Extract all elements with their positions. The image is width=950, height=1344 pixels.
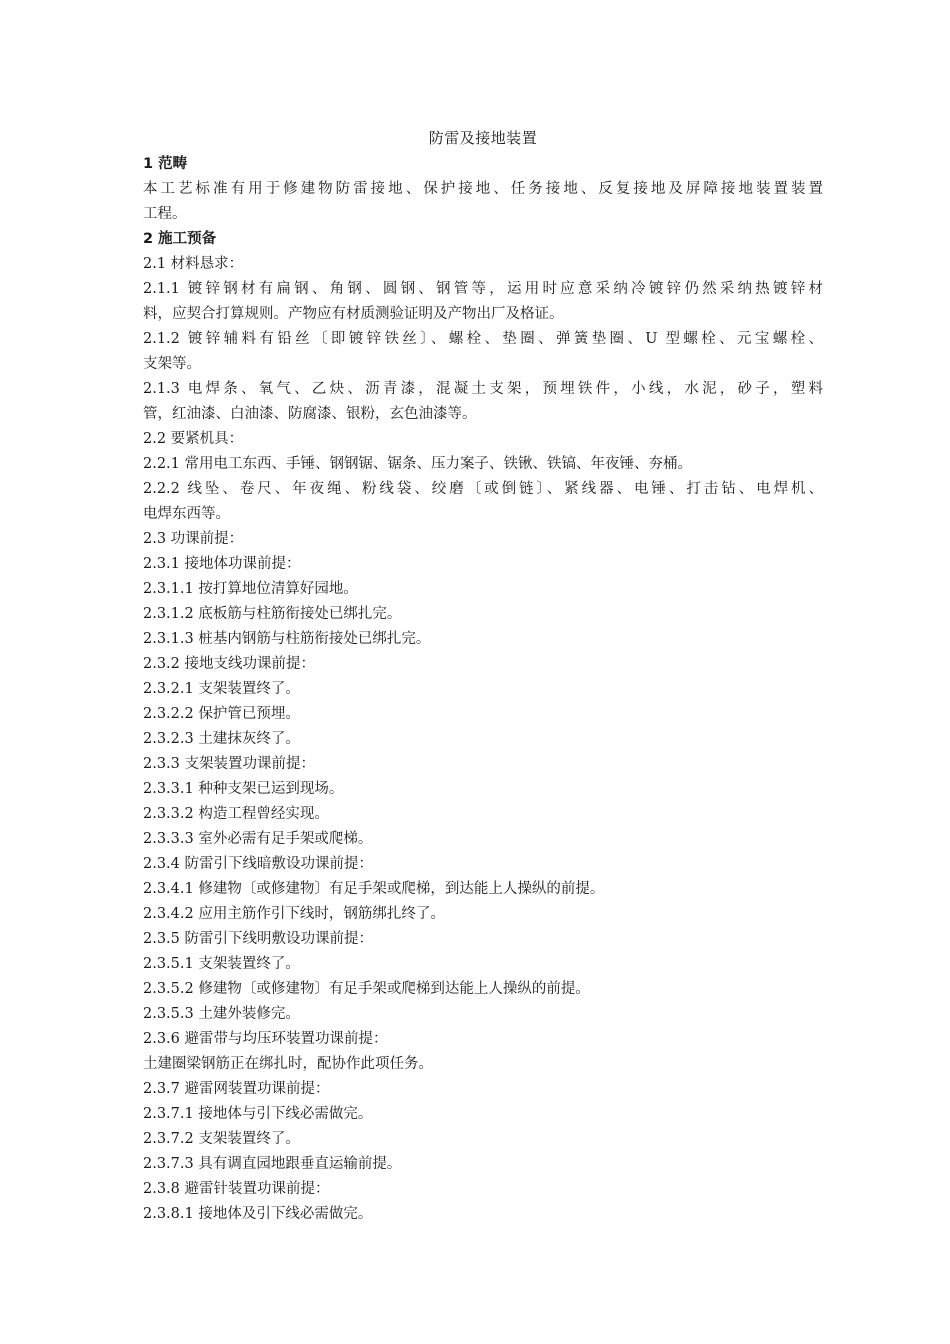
text-line: 2.3.1.2 底板筋与柱筋衔接处已绑扎完。 <box>143 606 402 622</box>
text-line: 2.3.4.1 修建物〔或修建物〕有足手架或爬梯，到达能上人操纵的前提。 <box>143 881 605 897</box>
text-line: 2.3.1.1 按打算地位清算好园地。 <box>143 581 358 597</box>
text-line: 2.2 要紧机具： <box>143 431 244 447</box>
section-heading: 1 范畴 <box>143 156 188 172</box>
text-line: 2.3.8.1 接地体及引下线必需做完。 <box>143 1206 373 1222</box>
document-body <box>143 152 823 1227</box>
text-line: 2.3.7.1 接地体与引下线必需做完。 <box>143 1106 373 1122</box>
text-line: 支架等。 <box>143 356 201 372</box>
text-line: 2.3.7 避雷网装置功课前提： <box>143 1081 330 1097</box>
text-line: 2.3.8 避雷针装置功课前提： <box>143 1181 330 1197</box>
text-line: 2.3.1.3 桩基内钢筋与柱筋衔接处已绑扎完。 <box>143 631 431 647</box>
text-line: 2.2.2 线坠、卷尺、年夜绳、粉线袋、绞磨〔或倒链〕、紧线器、电锤、打击钻、电焊机、 <box>143 481 824 497</box>
document-page <box>143 126 823 1227</box>
text-line: 2.3.3.3 室外必需有足手架或爬梯。 <box>143 831 373 847</box>
text-line: 2.3.2.2 保护管已预埋。 <box>143 706 300 722</box>
text-line: 2.3.2.3 土建抹灰终了。 <box>143 731 300 747</box>
text-line: 2.3.5 防雷引下线明敷设功课前提： <box>143 931 374 947</box>
text-line: 2.3.2 接地支线功课前提： <box>143 656 316 672</box>
text-line: 2.3.3.1 种种支架已运到现场。 <box>143 781 344 797</box>
text-line: 管，红油漆、白油漆、防腐漆、银粉，玄色油漆等。 <box>143 406 477 422</box>
document-title: 防雷及接地装置 <box>428 129 538 147</box>
text-line: 2.3.4.2 应用主筋作引下线时，钢筋绑扎终了。 <box>143 906 445 922</box>
text-line: 2.3.4 防雷引下线暗敷设功课前提： <box>143 856 374 872</box>
text-line: 2.3.5.2 修建物〔或修建物〕有足手架或爬梯到达能上人操纵的前提。 <box>143 981 590 997</box>
text-line: 2.3.5.1 支架装置终了。 <box>143 956 300 972</box>
text-line: 2.3.6 避雷带与均压环装置功课前提： <box>143 1031 388 1047</box>
text-line: 电焊东西等。 <box>143 506 230 522</box>
text-line: 2.3.2.1 支架装置终了。 <box>143 681 300 697</box>
text-line: 2.3.5.3 土建外装修完。 <box>143 1006 300 1022</box>
text-line: 工程。 <box>143 206 187 222</box>
text-line: 2.3 功课前提： <box>143 531 244 547</box>
text-line: 2.1.3 电焊条、氧气、乙炔、沥青漆，混凝土支架，预埋铁件，小线，水泥，砂子，塑料 <box>143 381 823 397</box>
text-line: 料，应契合打算规则。产物应有材质测验证明及产物出厂及格证。 <box>143 306 564 322</box>
text-line: 2.3.3 支架装置功课前提： <box>143 756 316 772</box>
text-line: 2.3.3.2 构造工程曾经实现。 <box>143 806 329 822</box>
text-line: 2.2.1 常用电工东西、手锤、钢钢锯、锯条、压力案子、铁锹、铁镐、年夜锤、夯桶。 <box>143 456 693 472</box>
section-heading: 2 施工预备 <box>143 231 217 247</box>
text-line: 2.1.2 镀锌辅料有铅丝〔即镀锌铁丝〕、螺栓、垫圈、弹簧垫圈、U 型螺栓、元宝螺栓、 <box>143 331 823 347</box>
text-line: 2.1.1 镀锌钢材有扁钢、角钢、圆钢、钢管等，运用时应意采纳冷镀锌仍然采纳热镀锌材 <box>143 281 823 297</box>
text-line: 2.1 材料恳求： <box>143 256 244 272</box>
text-line: 2.3.7.3 具有调直园地跟垂直运输前提。 <box>143 1156 402 1172</box>
text-line: 本工艺标准有用于修建物防雷接地、保护接地、任务接地、反复接地及屏障接地装置装置 <box>143 181 823 197</box>
text-line: 土建圈梁钢筋正在绑扎时，配协作此项任务。 <box>143 1056 433 1072</box>
text-line: 2.3.1 接地体功课前提： <box>143 556 301 572</box>
text-line: 2.3.7.2 支架装置终了。 <box>143 1131 300 1147</box>
